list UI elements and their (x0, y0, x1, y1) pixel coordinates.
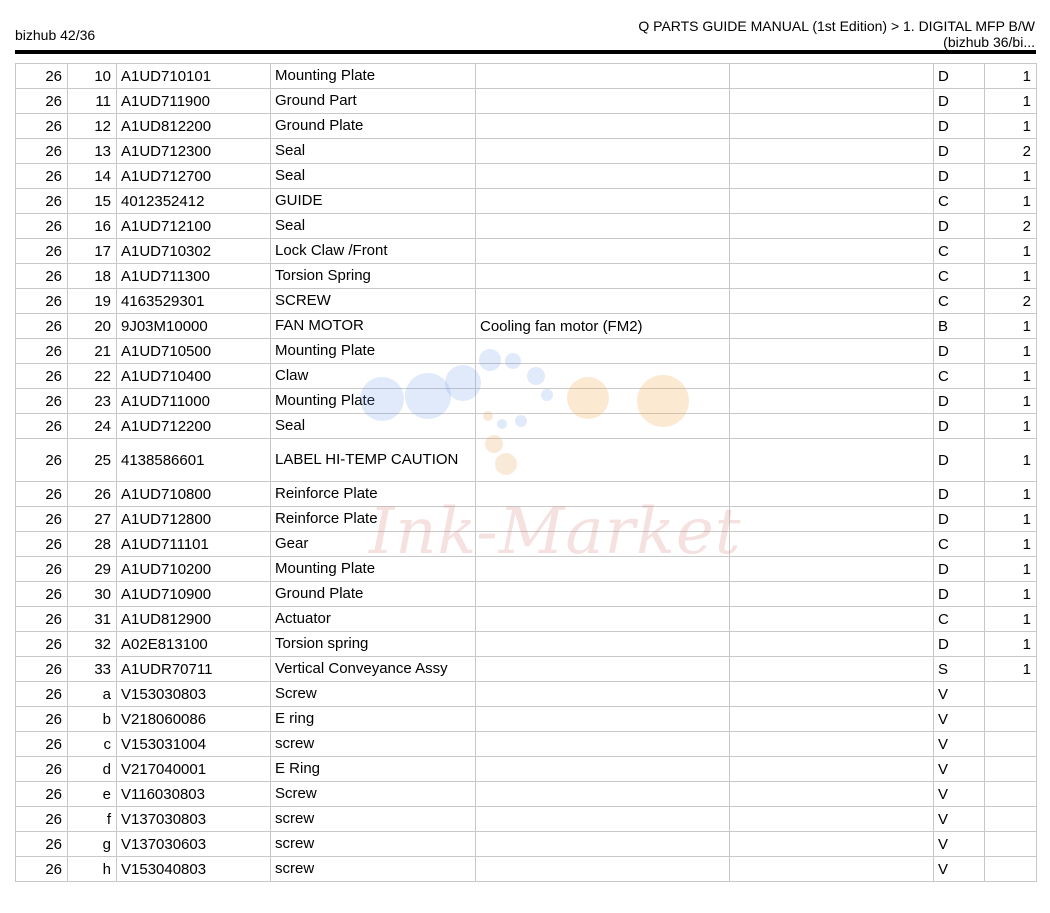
cell-part-no: A1UD710900 (117, 582, 271, 607)
cell-part-no: A1UD812900 (117, 607, 271, 632)
cell-description: Actuator (271, 607, 476, 632)
table-row (16, 557, 1037, 582)
cell-part-no: A1UD812200 (117, 114, 271, 139)
cell-remarks (730, 64, 934, 89)
cell-qty: 2 (985, 289, 1037, 314)
cell-remarks (730, 507, 934, 532)
cell-page: 26 (16, 89, 68, 114)
cell-qty: 1 (985, 532, 1037, 557)
cell-ref-no: 10 (68, 64, 117, 89)
cell-part-no: A1UD710800 (117, 482, 271, 507)
cell-page: 26 (16, 314, 68, 339)
cell-description: Mounting Plate (271, 64, 476, 89)
cell-qty: 1 (985, 89, 1037, 114)
cell-part-no: V116030803 (117, 782, 271, 807)
cell-rank: V (934, 732, 985, 757)
cell-description: Mounting Plate (271, 389, 476, 414)
cell-part-no: V153040803 (117, 857, 271, 882)
cell-part-no: 4012352412 (117, 189, 271, 214)
cell-page: 26 (16, 757, 68, 782)
table-row (16, 139, 1037, 164)
cell-description: Torsion Spring (271, 264, 476, 289)
cell-rank: C (934, 364, 985, 389)
cell-description: SCREW (271, 289, 476, 314)
table-row (16, 507, 1037, 532)
cell-page: 26 (16, 582, 68, 607)
cell-description: Screw (271, 682, 476, 707)
cell-page: 26 (16, 832, 68, 857)
cell-remarks (730, 139, 934, 164)
cell-ref-no: 29 (68, 557, 117, 582)
cell-part-no: A1UD711300 (117, 264, 271, 289)
cell-page: 26 (16, 782, 68, 807)
cell-rank: D (934, 632, 985, 657)
cell-page: 26 (16, 164, 68, 189)
parts-table-body (16, 64, 1037, 882)
cell-ref-no: a (68, 682, 117, 707)
cell-part-no: A1UDR70711 (117, 657, 271, 682)
cell-rank: D (934, 389, 985, 414)
table-row (16, 264, 1037, 289)
cell-part-no: A02E813100 (117, 632, 271, 657)
table-row (16, 339, 1037, 364)
cell-qty: 1 (985, 64, 1037, 89)
cell-remarks (730, 607, 934, 632)
table-row (16, 439, 1037, 482)
cell-page: 26 (16, 239, 68, 264)
cell-part-no: V218060086 (117, 707, 271, 732)
cell-note (476, 607, 730, 632)
cell-qty (985, 832, 1037, 857)
cell-part-no: V153031004 (117, 732, 271, 757)
cell-qty: 1 (985, 339, 1037, 364)
table-row (16, 532, 1037, 557)
cell-qty: 1 (985, 414, 1037, 439)
cell-note (476, 214, 730, 239)
cell-remarks (730, 732, 934, 757)
cell-qty: 1 (985, 557, 1037, 582)
cell-ref-no: g (68, 832, 117, 857)
cell-ref-no: b (68, 707, 117, 732)
cell-rank: D (934, 164, 985, 189)
cell-description: Torsion spring (271, 632, 476, 657)
cell-part-no: A1UD710400 (117, 364, 271, 389)
cell-rank: B (934, 314, 985, 339)
cell-page: 26 (16, 607, 68, 632)
cell-note (476, 364, 730, 389)
cell-description: Mounting Plate (271, 339, 476, 364)
cell-qty: 1 (985, 657, 1037, 682)
cell-description: Reinforce Plate (271, 482, 476, 507)
cell-ref-no: 28 (68, 532, 117, 557)
cell-remarks (730, 582, 934, 607)
cell-rank: D (934, 339, 985, 364)
cell-ref-no: h (68, 857, 117, 882)
cell-description: Screw (271, 782, 476, 807)
cell-part-no: A1UD710500 (117, 339, 271, 364)
cell-ref-no: 26 (68, 482, 117, 507)
cell-remarks (730, 164, 934, 189)
table-row (16, 389, 1037, 414)
cell-qty (985, 757, 1037, 782)
cell-qty: 2 (985, 139, 1037, 164)
cell-description: Ground Plate (271, 582, 476, 607)
cell-note (476, 164, 730, 189)
cell-note (476, 532, 730, 557)
cell-part-no: A1UD712800 (117, 507, 271, 532)
cell-description: Seal (271, 139, 476, 164)
cell-page: 26 (16, 707, 68, 732)
cell-qty: 1 (985, 364, 1037, 389)
cell-note (476, 289, 730, 314)
cell-rank: V (934, 782, 985, 807)
cell-ref-no: f (68, 807, 117, 832)
cell-page: 26 (16, 364, 68, 389)
cell-part-no: A1UD712200 (117, 414, 271, 439)
cell-ref-no: 17 (68, 239, 117, 264)
cell-ref-no: 15 (68, 189, 117, 214)
table-row (16, 732, 1037, 757)
cell-note (476, 189, 730, 214)
cell-qty (985, 857, 1037, 882)
cell-page: 26 (16, 532, 68, 557)
cell-rank: V (934, 707, 985, 732)
cell-page: 26 (16, 214, 68, 239)
cell-remarks (730, 264, 934, 289)
cell-remarks (730, 657, 934, 682)
cell-note (476, 707, 730, 732)
cell-note (476, 389, 730, 414)
cell-description: FAN MOTOR (271, 314, 476, 339)
cell-ref-no: 18 (68, 264, 117, 289)
cell-remarks (730, 339, 934, 364)
cell-ref-no: 14 (68, 164, 117, 189)
cell-description: E Ring (271, 757, 476, 782)
cell-remarks (730, 757, 934, 782)
cell-remarks (730, 682, 934, 707)
table-row (16, 582, 1037, 607)
cell-rank: V (934, 807, 985, 832)
cell-rank: D (934, 582, 985, 607)
cell-part-no: 4163529301 (117, 289, 271, 314)
cell-part-no: A1UD712700 (117, 164, 271, 189)
cell-ref-no: 12 (68, 114, 117, 139)
cell-part-no: A1UD712300 (117, 139, 271, 164)
cell-qty: 1 (985, 114, 1037, 139)
cell-qty: 1 (985, 632, 1037, 657)
cell-page: 26 (16, 732, 68, 757)
cell-ref-no: 20 (68, 314, 117, 339)
cell-note (476, 114, 730, 139)
cell-rank: C (934, 532, 985, 557)
cell-rank: V (934, 832, 985, 857)
cell-rank: D (934, 557, 985, 582)
cell-part-no: A1UD710101 (117, 64, 271, 89)
cell-remarks (730, 557, 934, 582)
cell-ref-no: 31 (68, 607, 117, 632)
table-row (16, 482, 1037, 507)
table-row (16, 414, 1037, 439)
table-row (16, 289, 1037, 314)
table-row (16, 239, 1037, 264)
cell-rank: D (934, 214, 985, 239)
cell-page: 26 (16, 264, 68, 289)
cell-rank: D (934, 114, 985, 139)
cell-page: 26 (16, 482, 68, 507)
cell-note (476, 482, 730, 507)
cell-part-no: 4138586601 (117, 439, 271, 482)
breadcrumb-line-2: (bizhub 36/bi... (943, 34, 1035, 50)
cell-note (476, 632, 730, 657)
cell-part-no: V137030803 (117, 807, 271, 832)
table-row (16, 314, 1037, 339)
cell-rank: D (934, 89, 985, 114)
cell-description: Ground Plate (271, 114, 476, 139)
cell-ref-no: d (68, 757, 117, 782)
cell-remarks (730, 314, 934, 339)
cell-ref-no: 30 (68, 582, 117, 607)
header-rule (15, 50, 1036, 54)
cell-note (476, 782, 730, 807)
cell-page: 26 (16, 632, 68, 657)
table-row (16, 364, 1037, 389)
cell-remarks (730, 632, 934, 657)
cell-note (476, 757, 730, 782)
table-row (16, 114, 1037, 139)
cell-remarks (730, 189, 934, 214)
cell-remarks (730, 389, 934, 414)
watermark-text: Ink-Market (369, 495, 742, 569)
cell-note (476, 857, 730, 882)
cell-page: 26 (16, 114, 68, 139)
cell-part-no: V217040001 (117, 757, 271, 782)
cell-description: Mounting Plate (271, 557, 476, 582)
cell-part-no: V153030803 (117, 682, 271, 707)
cell-page: 26 (16, 439, 68, 482)
table-row (16, 757, 1037, 782)
table-row (16, 64, 1037, 89)
cell-rank: D (934, 414, 985, 439)
cell-rank: V (934, 682, 985, 707)
cell-note (476, 657, 730, 682)
cell-qty (985, 707, 1037, 732)
cell-ref-no: c (68, 732, 117, 757)
cell-rank: D (934, 64, 985, 89)
cell-qty (985, 782, 1037, 807)
table-row (16, 657, 1037, 682)
cell-qty (985, 732, 1037, 757)
cell-description: GUIDE (271, 189, 476, 214)
cell-note (476, 64, 730, 89)
cell-qty: 1 (985, 607, 1037, 632)
table-row (16, 189, 1037, 214)
cell-qty: 1 (985, 164, 1037, 189)
cell-ref-no: 32 (68, 632, 117, 657)
table-row (16, 89, 1037, 114)
cell-ref-no: 16 (68, 214, 117, 239)
cell-ref-no: 24 (68, 414, 117, 439)
cell-ref-no: 13 (68, 139, 117, 164)
cell-part-no: A1UD711101 (117, 532, 271, 557)
cell-description: screw (271, 832, 476, 857)
table-row (16, 807, 1037, 832)
cell-description: E ring (271, 707, 476, 732)
table-row (16, 857, 1037, 882)
cell-qty: 1 (985, 189, 1037, 214)
table-row (16, 782, 1037, 807)
cell-description: Lock Claw /Front (271, 239, 476, 264)
cell-note (476, 89, 730, 114)
cell-rank: V (934, 757, 985, 782)
cell-part-no: 9J03M10000 (117, 314, 271, 339)
breadcrumb-line-1: Q PARTS GUIDE MANUAL (1st Edition) > 1. DIGITAL MFP B/W (638, 18, 1035, 34)
cell-page: 26 (16, 339, 68, 364)
cell-part-no: A1UD710200 (117, 557, 271, 582)
cell-qty: 1 (985, 439, 1037, 482)
cell-note (476, 557, 730, 582)
cell-remarks (730, 707, 934, 732)
cell-remarks (730, 807, 934, 832)
cell-note (476, 507, 730, 532)
parts-table (15, 63, 1037, 882)
cell-qty: 1 (985, 239, 1037, 264)
cell-description: Vertical Conveyance Assy (271, 657, 476, 682)
cell-remarks (730, 289, 934, 314)
cell-remarks (730, 364, 934, 389)
cell-note (476, 682, 730, 707)
cell-note (476, 264, 730, 289)
cell-note (476, 239, 730, 264)
cell-description: Gear (271, 532, 476, 557)
cell-qty (985, 807, 1037, 832)
cell-qty (985, 682, 1037, 707)
cell-page: 26 (16, 507, 68, 532)
cell-remarks (730, 439, 934, 482)
cell-page: 26 (16, 682, 68, 707)
cell-part-no: A1UD710302 (117, 239, 271, 264)
cell-description: Reinforce Plate (271, 507, 476, 532)
cell-note (476, 439, 730, 482)
cell-ref-no: e (68, 782, 117, 807)
cell-description: screw (271, 732, 476, 757)
table-row (16, 164, 1037, 189)
cell-remarks (730, 114, 934, 139)
cell-description: Ground Part (271, 89, 476, 114)
cell-description: Seal (271, 164, 476, 189)
cell-remarks (730, 482, 934, 507)
cell-page: 26 (16, 657, 68, 682)
cell-rank: C (934, 264, 985, 289)
cell-remarks (730, 857, 934, 882)
cell-rank: C (934, 239, 985, 264)
cell-description: LABEL HI-TEMP CAUTION (271, 439, 476, 482)
cell-qty: 1 (985, 482, 1037, 507)
cell-description: screw (271, 807, 476, 832)
cell-page: 26 (16, 289, 68, 314)
cell-note (476, 732, 730, 757)
cell-ref-no: 19 (68, 289, 117, 314)
cell-part-no: A1UD711900 (117, 89, 271, 114)
cell-rank: D (934, 439, 985, 482)
cell-note (476, 807, 730, 832)
cell-qty: 1 (985, 314, 1037, 339)
cell-note: Cooling fan motor (FM2) (476, 314, 730, 339)
cell-page: 26 (16, 807, 68, 832)
cell-qty: 1 (985, 582, 1037, 607)
cell-description: Claw (271, 364, 476, 389)
cell-qty: 2 (985, 214, 1037, 239)
cell-remarks (730, 414, 934, 439)
cell-ref-no: 11 (68, 89, 117, 114)
table-row (16, 682, 1037, 707)
cell-note (476, 139, 730, 164)
cell-page: 26 (16, 414, 68, 439)
cell-note (476, 339, 730, 364)
table-row (16, 607, 1037, 632)
cell-remarks (730, 832, 934, 857)
cell-rank: C (934, 289, 985, 314)
cell-ref-no: 27 (68, 507, 117, 532)
table-row (16, 832, 1037, 857)
cell-page: 26 (16, 557, 68, 582)
cell-part-no: A1UD712100 (117, 214, 271, 239)
cell-rank: S (934, 657, 985, 682)
cell-page: 26 (16, 389, 68, 414)
table-row (16, 632, 1037, 657)
cell-page: 26 (16, 189, 68, 214)
cell-rank: D (934, 482, 985, 507)
cell-remarks (730, 782, 934, 807)
table-row (16, 707, 1037, 732)
document-model-title: bizhub 42/36 (15, 27, 96, 43)
cell-rank: C (934, 607, 985, 632)
cell-remarks (730, 532, 934, 557)
cell-ref-no: 33 (68, 657, 117, 682)
cell-note (476, 832, 730, 857)
cell-part-no: V137030603 (117, 832, 271, 857)
document-breadcrumb (475, 18, 1035, 50)
cell-description: screw (271, 857, 476, 882)
cell-rank: V (934, 857, 985, 882)
cell-remarks (730, 214, 934, 239)
cell-remarks (730, 89, 934, 114)
cell-description: Seal (271, 414, 476, 439)
cell-ref-no: 22 (68, 364, 117, 389)
cell-qty: 1 (985, 264, 1037, 289)
cell-page: 26 (16, 64, 68, 89)
cell-note (476, 414, 730, 439)
cell-ref-no: 21 (68, 339, 117, 364)
cell-qty: 1 (985, 389, 1037, 414)
cell-description: Seal (271, 214, 476, 239)
cell-ref-no: 23 (68, 389, 117, 414)
cell-rank: D (934, 507, 985, 532)
cell-part-no: A1UD711000 (117, 389, 271, 414)
cell-qty: 1 (985, 507, 1037, 532)
cell-remarks (730, 239, 934, 264)
cell-page: 26 (16, 139, 68, 164)
cell-rank: D (934, 139, 985, 164)
cell-rank: C (934, 189, 985, 214)
cell-note (476, 582, 730, 607)
table-row (16, 214, 1037, 239)
cell-page: 26 (16, 857, 68, 882)
cell-ref-no: 25 (68, 439, 117, 482)
